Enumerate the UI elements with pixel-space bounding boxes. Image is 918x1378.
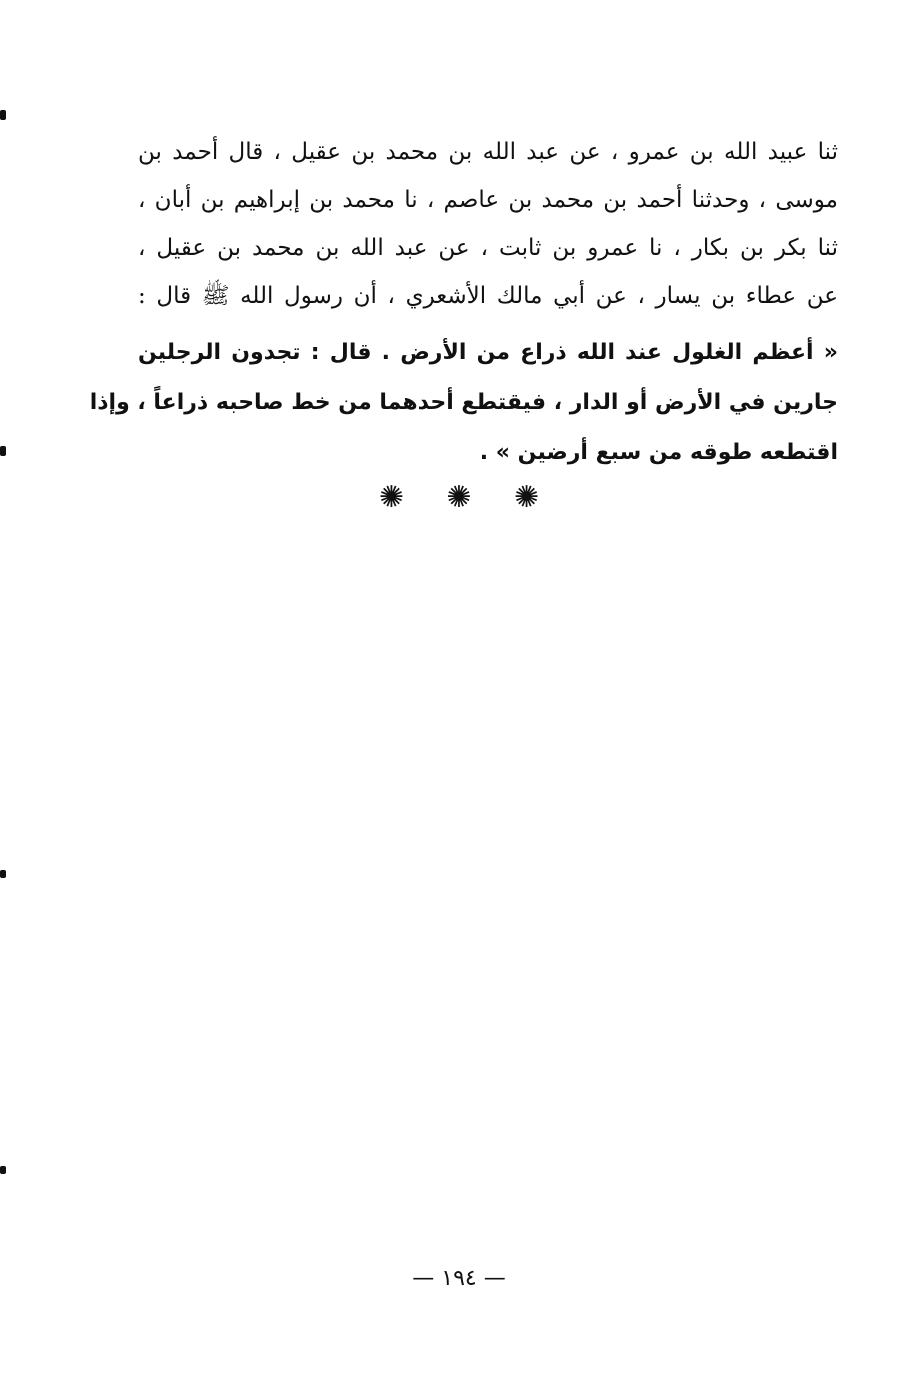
star-ornament-icon: ✺ <box>378 480 405 515</box>
scan-edge-mark <box>0 446 6 456</box>
hadith-line: اقتطعه طوقه من سبع أرضين » . <box>479 440 838 465</box>
isnad-line: ثنا عبيد الله بن عمرو ، عن عبد الله بن محمد بن عقيل ، قال أحمد بن <box>138 139 838 165</box>
page-number: — ١٩٤ — <box>412 1266 506 1291</box>
hadith-line: جارين في الأرض أو الدار ، فيقتطع أحدهما من خط صاحبه ذراعاً ، وإذا <box>89 390 838 415</box>
scan-edge-mark <box>0 1166 6 1174</box>
isnad-paragraph <box>138 128 838 320</box>
isnad-line: عن عطاء بن يسار ، عن أبي مالك الأشعري ، أن رسول الله ﷺ قال : <box>138 283 838 309</box>
isnad-line: موسى ، وحدثنا أحمد بن محمد بن عاصم ، نا محمد بن إبراهيم بن أبان ، <box>138 187 838 213</box>
star-ornament-icon: ✺ <box>513 480 540 515</box>
hadith-line: « أعظم الغلول عند الله ذراع من الأرض . قال : تجدون الرجلين <box>138 340 838 365</box>
hadith-paragraph <box>89 328 838 478</box>
scan-edge-mark <box>0 110 6 120</box>
star-ornament-icon: ✺ <box>446 480 472 515</box>
scan-edge-mark <box>0 870 6 878</box>
main-text <box>89 128 838 478</box>
section-divider <box>0 480 918 515</box>
isnad-line: ثنا بكر بن بكار ، نا عمرو بن ثابت ، عن عبد الله بن محمد بن عقيل ، <box>138 235 838 261</box>
